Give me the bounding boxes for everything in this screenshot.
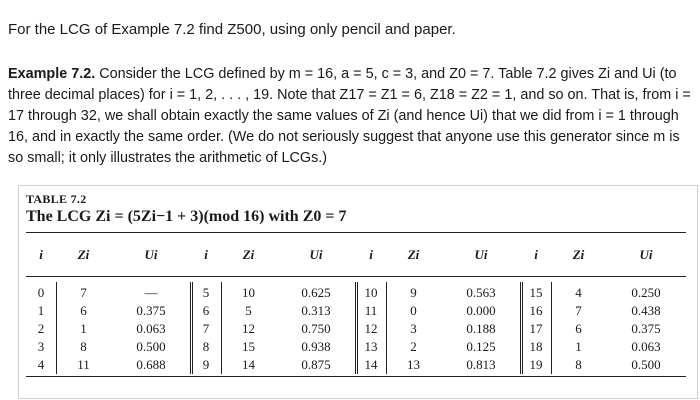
table-col-i-2 <box>356 244 386 372</box>
table-header-u: Ui <box>474 247 488 262</box>
table-cell: 12 <box>364 321 378 336</box>
table-cell: 0.938 <box>301 339 331 354</box>
table-col-z-3 <box>551 244 606 372</box>
table-cell: 4 <box>575 285 582 300</box>
table-index-divider <box>386 282 387 374</box>
table-index-divider <box>56 282 57 374</box>
table-header-rule <box>26 276 686 277</box>
table-cell: 0.500 <box>631 357 661 372</box>
table-cell: 0.063 <box>136 321 166 336</box>
table-cell: 0.813 <box>466 357 496 372</box>
table-cell: 17 <box>529 321 543 336</box>
example-text: Consider the LCG defined by m = 16, a = 5, c = 3, and Z0 = 7. Table 7.2 gives Zi and Ui (to three decimal places) for i = 1, 2, . . . , 19. Note that Z17 = Z1 = 6, Z18 = Z2 = 1, and so on. That is, from i = 17 through 32, we shall obtain exactly the same values of Zi (and hence Ui) that we did from i = 1 through 16, and in exactly the same order. (We do not seriously suggest that anyone use this generator since m is so small; it only illustrates the arithmetic of LCGs.) <box>8 66 691 166</box>
table-cell: 0.500 <box>136 339 166 354</box>
table-cell: 0.875 <box>301 357 331 372</box>
table-cell: 2 <box>37 321 45 336</box>
table-header-z: Zi <box>242 247 255 262</box>
table-header-z: Zi <box>572 247 585 262</box>
table-cell: 6 <box>575 321 582 336</box>
table-group-divider <box>520 282 523 374</box>
table-col-i-0 <box>26 244 56 372</box>
table-cell: 0.750 <box>301 321 331 336</box>
table-cell: 16 <box>529 303 543 318</box>
table-col-u-1 <box>276 244 356 372</box>
table-cell: 0.313 <box>301 303 331 318</box>
table-header-u: Ui <box>144 247 158 262</box>
table-cell: 0.188 <box>466 321 496 336</box>
table-col-i-3 <box>521 244 551 372</box>
table-cell: 5 <box>202 285 210 300</box>
table-col-u-3 <box>606 244 686 372</box>
table-cell: 2 <box>410 339 417 354</box>
table-cell: 6 <box>202 303 210 318</box>
table-cell: 10 <box>364 285 378 300</box>
table-cell: — <box>144 285 158 300</box>
table-cell: 15 <box>529 285 543 300</box>
example-paragraph <box>8 64 692 169</box>
table-cell: 0.375 <box>136 303 166 318</box>
table-cell: 5 <box>245 303 252 318</box>
table-col-i-1 <box>191 244 221 372</box>
question-line: For the LCG of Example 7.2 find Z500, using only pencil and paper. <box>8 21 456 38</box>
table-header-i: i <box>369 247 373 262</box>
table-cell: 13 <box>364 339 378 354</box>
table-cell: 0.250 <box>631 285 661 300</box>
table-cell: 9 <box>202 357 210 372</box>
table-index-divider <box>551 282 552 374</box>
table-col-u-0 <box>111 244 191 372</box>
table-cell: 0.375 <box>631 321 661 336</box>
table-cell: 7 <box>202 321 210 336</box>
table-cell: 1 <box>575 339 582 354</box>
table-header-u: Ui <box>639 247 653 262</box>
table-header-u: Ui <box>309 247 323 262</box>
table-col-z-0 <box>56 244 111 372</box>
table-col-u-2 <box>441 244 521 372</box>
table-cell: 6 <box>80 303 87 318</box>
table-cell: 0 <box>37 285 45 300</box>
example-label: Example 7.2. <box>8 66 96 82</box>
table-label: TABLE 7.2 <box>26 192 87 206</box>
table-header-i: i <box>204 247 208 262</box>
table-header-i: i <box>534 247 538 262</box>
table-cell: 8 <box>202 339 210 354</box>
table-cell: 3 <box>410 321 417 336</box>
table-cell: 11 <box>364 303 378 318</box>
table-title: The LCG Zi = (5Zi−1 + 3)(mod 16) with Z0 = 7 <box>26 208 347 225</box>
table-cell: 8 <box>575 357 582 372</box>
table-cell: 0.563 <box>466 285 496 300</box>
table-cell: 12 <box>242 321 255 336</box>
table-group-divider <box>190 282 193 374</box>
table-cell: 19 <box>529 357 543 372</box>
table-cell: 4 <box>37 357 45 372</box>
table-cell: 18 <box>529 339 543 354</box>
table-cell: 14 <box>242 357 255 372</box>
table-cell: 1 <box>37 303 45 318</box>
table-cell: 15 <box>242 339 255 354</box>
table-cell: 0 <box>410 303 417 318</box>
table-cell: 8 <box>80 339 87 354</box>
table-cell: 9 <box>410 285 417 300</box>
table-cell: 7 <box>575 303 582 318</box>
table-cell: 10 <box>242 285 255 300</box>
table-cell: 13 <box>407 357 420 372</box>
table-col-z-2 <box>386 244 441 372</box>
table-cell: 14 <box>364 357 378 372</box>
table-cell: 0.000 <box>466 303 496 318</box>
table-header-i: i <box>39 247 43 262</box>
table-cell: 0.125 <box>466 339 496 354</box>
question-text <box>8 20 698 40</box>
table-top-rule <box>26 232 686 233</box>
table-cell: 3 <box>37 339 45 354</box>
table-cell: 0.063 <box>631 339 661 354</box>
table-cell: 0.438 <box>631 303 661 318</box>
table-bottom-rule <box>26 376 686 377</box>
table-cell: 0.688 <box>136 357 166 372</box>
table-cell: 11 <box>77 357 90 372</box>
table-header-z: Zi <box>407 247 420 262</box>
table-col-z-1 <box>221 244 276 372</box>
table-header-z: Zi <box>77 247 90 262</box>
table-index-divider <box>221 282 222 374</box>
table-cell: 7 <box>80 285 87 300</box>
table-cell: 1 <box>80 321 87 336</box>
table-group-divider <box>355 282 358 374</box>
table-cell: 0.625 <box>301 285 331 300</box>
